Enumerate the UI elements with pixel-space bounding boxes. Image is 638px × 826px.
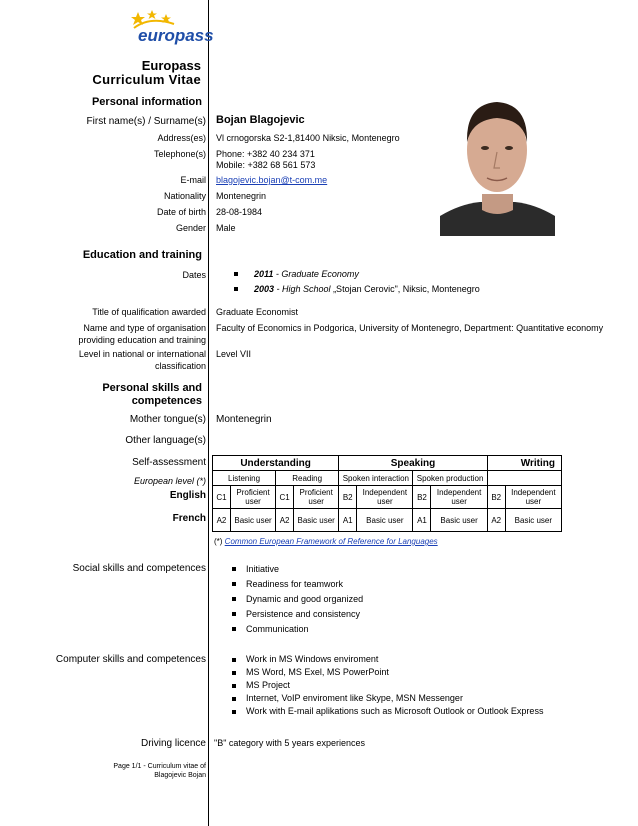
nationality-value: Montenegrin — [216, 191, 267, 201]
spoken-production-header: Spoken production — [413, 471, 487, 486]
level-code: A1 — [413, 509, 431, 532]
gender-value: Male — [216, 223, 236, 233]
english-label: English — [169, 490, 206, 501]
writing-subheader — [487, 471, 561, 486]
dob-label: Date of birth — [156, 207, 206, 217]
skills-heading-line1: Personal skills and — [102, 382, 202, 394]
email-label: E-mail — [180, 175, 206, 185]
footer-line2: Blagojevic Bojan — [154, 772, 206, 779]
list-item: Dynamic and good organized — [232, 592, 363, 607]
speaking-header: Speaking — [339, 456, 488, 471]
self-assessment-label: Self-assessment — [132, 457, 206, 468]
spoken-interaction-header: Spoken interaction — [339, 471, 413, 486]
level-desc: Proficient user — [294, 486, 339, 509]
writing-header: Writing — [487, 456, 561, 471]
computer-skills-label: Computer skills and competences — [55, 654, 206, 665]
list-item: MS Word, MS Exel, MS PowerPoint — [232, 666, 543, 679]
education-year: 2003 — [254, 284, 275, 294]
dates-label: Dates — [182, 270, 206, 280]
title-curriculum-vitae: Curriculum Vitae — [92, 72, 201, 87]
title-europass: Europass — [141, 58, 201, 73]
list-item: Initiative — [232, 562, 363, 577]
level-label-line2: classification — [154, 361, 206, 371]
europass-logo — [128, 6, 214, 50]
list-item: Work with E-mail aplikations such as Microsoft Outlook or Outlook Express — [232, 705, 543, 718]
org-value: Faculty of Economics in Podgorica, University of Montenegro, Department: Quantitative economy — [216, 323, 604, 333]
level-code: C1 — [276, 486, 294, 509]
education-school: „Stojan Cerovic", Niksic, Montenegro — [333, 284, 480, 294]
social-skills-list — [232, 562, 363, 637]
level-label-line1: Level in national or international — [78, 349, 206, 359]
gender-label: Gender — [175, 223, 206, 233]
level-desc: Basic user — [505, 509, 561, 532]
org-label-line2: providing education and training — [78, 335, 206, 345]
address-value: Vl crnogorska S2-1,81400 Niksic, Montenegro — [216, 133, 400, 143]
list-item: MS Project — [232, 679, 543, 692]
listening-header: Listening — [213, 471, 276, 486]
understanding-header: Understanding — [213, 456, 339, 471]
level-desc: Basic user — [431, 509, 487, 532]
footer-line1: Page 1/1 - Curriculum vitae of — [113, 763, 206, 770]
computer-skills-list — [232, 653, 543, 718]
education-heading: Education and training — [82, 249, 202, 261]
social-skills-label: Social skills and competences — [72, 563, 206, 574]
mobile-value: Mobile: +382 68 561 573 — [216, 160, 316, 170]
level-desc: Proficient user — [231, 486, 276, 509]
education-dates-list — [234, 267, 480, 297]
reading-header: Reading — [276, 471, 339, 486]
list-item — [234, 267, 480, 282]
org-label-line1: Name and type of organisation — [83, 323, 206, 333]
list-item: Internet, VoIP enviroment like Skype, MSN Messenger — [232, 692, 543, 705]
mother-tongue-value: Montenegrin — [216, 414, 272, 425]
education-year: 2011 — [254, 269, 274, 279]
level-desc: Basic user — [294, 509, 339, 532]
list-item — [234, 282, 480, 297]
mother-tongue-label: Mother tongue(s) — [129, 414, 206, 425]
level-code: A2 — [276, 509, 294, 532]
language-table — [212, 455, 562, 532]
driving-licence-label: Driving licence — [140, 738, 206, 749]
list-item: Work in MS Windows enviroment — [232, 653, 543, 666]
level-code: A1 — [339, 509, 357, 532]
framework-link[interactable]: Common European Framework of Reference for Languages — [224, 537, 438, 546]
education-desc: - Graduate Economy — [273, 269, 359, 279]
nationality-label: Nationality — [163, 191, 206, 201]
europass-wordmark: europass — [138, 26, 214, 45]
other-languages-label: Other language(s) — [125, 435, 206, 446]
qualification-value: Graduate Economist — [216, 307, 299, 317]
level-code: A2 — [213, 509, 231, 532]
french-label: French — [172, 513, 206, 524]
level-code: A2 — [487, 509, 505, 532]
level-code: B2 — [339, 486, 357, 509]
column-divider — [208, 0, 209, 826]
qualification-label: Title of qualification awarded — [92, 307, 206, 317]
european-level-label: European level (*) — [133, 476, 206, 486]
skills-heading-line2: competences — [131, 395, 202, 407]
email-link[interactable]: blagojevic.bojan@t-com.me — [216, 175, 328, 185]
level-code: B2 — [413, 486, 431, 509]
dob-value: 28-08-1984 — [216, 207, 263, 217]
list-item: Communication — [232, 622, 363, 637]
framework-note — [214, 536, 438, 547]
table-row — [213, 486, 562, 509]
list-item: Persistence and consistency — [232, 607, 363, 622]
list-item: Readiness for teamwork — [232, 577, 363, 592]
framework-prefix: (*) — [214, 537, 225, 546]
full-name: Bojan Blagojevic — [216, 114, 305, 126]
phone-value: Phone: +382 40 234 371 — [216, 149, 315, 159]
level-desc: Independent user — [357, 486, 413, 509]
level-desc: Independent user — [505, 486, 561, 509]
education-desc: - High School — [274, 284, 334, 294]
personal-info-heading: Personal information — [91, 96, 202, 108]
level-desc: Independent user — [431, 486, 487, 509]
driving-licence-value: "B" category with 5 years experiences — [214, 738, 365, 748]
level-code: C1 — [213, 486, 231, 509]
level-value: Level VII — [216, 349, 252, 359]
level-desc: Basic user — [357, 509, 413, 532]
level-code: B2 — [487, 486, 505, 509]
table-row — [213, 509, 562, 532]
telephone-label: Telephone(s) — [153, 149, 206, 159]
name-label: First name(s) / Surname(s) — [86, 116, 206, 127]
person-portrait-icon — [440, 84, 555, 236]
address-label: Address(es) — [157, 133, 206, 143]
level-desc: Basic user — [231, 509, 276, 532]
profile-photo — [440, 84, 555, 236]
